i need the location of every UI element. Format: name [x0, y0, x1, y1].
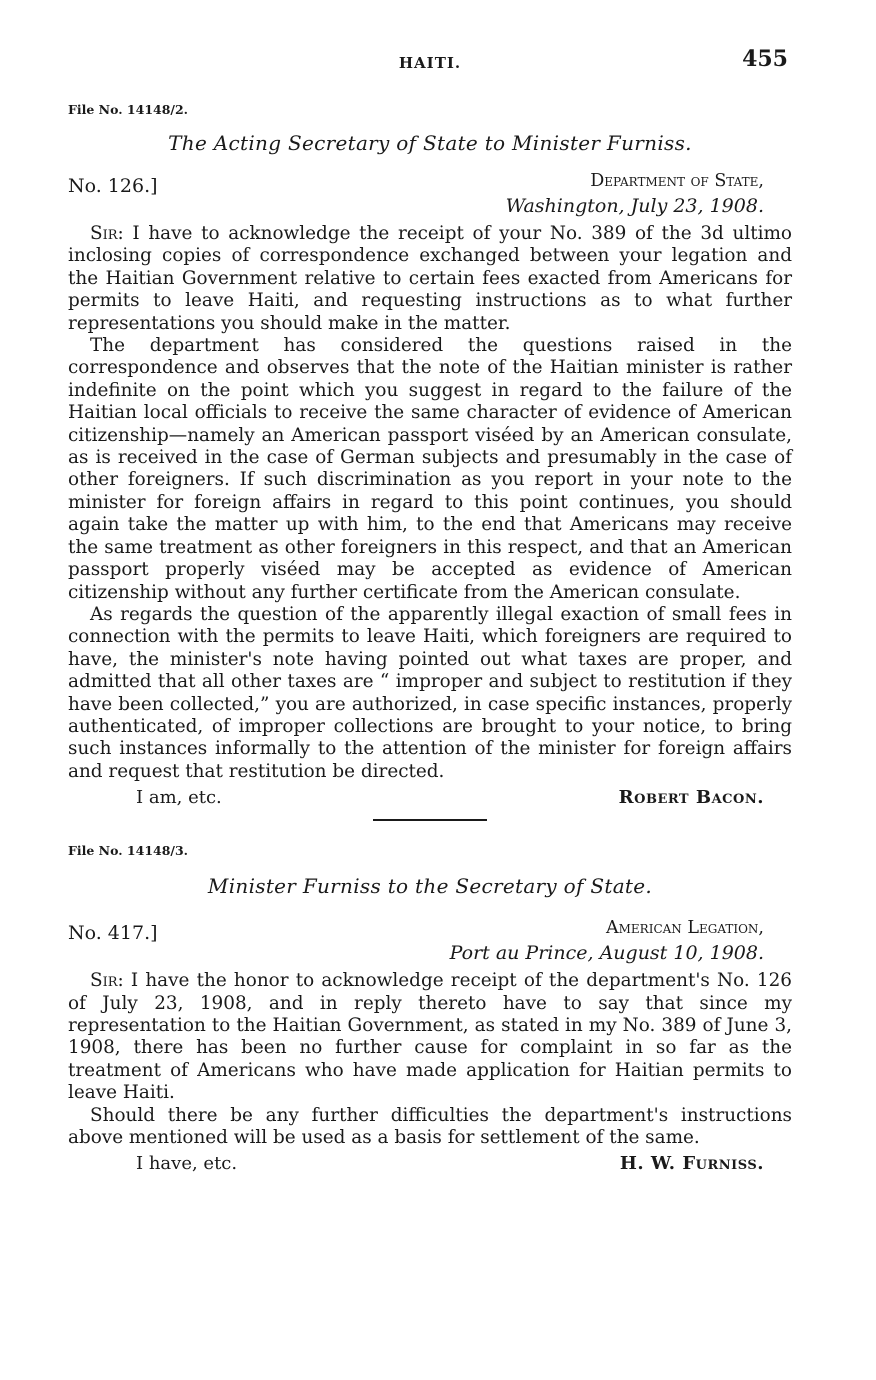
closing-line: [68, 1149, 792, 1175]
paragraph-text: I have the honor to acknowledge receipt of the department's No. 126 of July 23, 1908, and in reply thereto have to say that since my representation to the Haitian Government, as stated in my No. 389 of June 3, 1908, there has been no further cause for complaint in so far as the treatment of Americans who have made application for Haitian permits to leave Haiti.: [68, 970, 792, 1104]
paragraph-text: As regards the question of the apparently illegal exaction of small fees in connection with the permits to leave Haiti, which foreigners are required to have, the minister's note having pointed out what taxes are proper, and admitted that all other taxes are “ improper and subject to restitution if they have been collected,” you are authorized, in case specific instances, properly authenticated, of improper collections are brought to your notice, to bring such instances informally to the attention of the minister for foreign affairs and request that restitution be directed.: [68, 603, 792, 782]
paragraph: [68, 1105, 792, 1150]
document-page: [68, 40, 792, 1175]
document-number: No. 417.]: [68, 922, 158, 945]
salutation: Sir:: [90, 223, 124, 244]
paragraph: [68, 223, 792, 335]
place-and-date: Port au Prince, August 10, 1908.: [449, 942, 764, 965]
section-divider: [373, 819, 487, 821]
letter-section-2: [68, 843, 792, 1175]
paragraph-text: Should there be any further difficulties the department's instructions above mentioned will be used as a basis for settlement of the same.: [68, 1104, 792, 1148]
complimentary-close: I have, etc.: [136, 1153, 238, 1175]
sender-office: American Legation,: [606, 918, 764, 939]
complimentary-close: I am, etc.: [136, 787, 222, 809]
running-head: [68, 40, 792, 80]
salutation: Sir:: [90, 970, 124, 992]
file-number: File No. 14148/2.: [68, 102, 189, 117]
sender-office: Department of State,: [590, 171, 764, 191]
document-number: No. 126.]: [68, 175, 158, 197]
signature: Robert Bacon.: [618, 787, 764, 809]
running-title: HAITI.: [398, 54, 462, 72]
paragraph: [68, 604, 792, 783]
address-block: [68, 918, 792, 970]
paragraph: [68, 335, 792, 604]
paragraph: [68, 970, 792, 1104]
place-and-date: Washington, July 23, 1908.: [505, 195, 764, 217]
file-number: File No. 14148/3.: [68, 843, 189, 859]
paragraph-text: The department has considered the questions raised in the correspondence and observes that the note of the Haitian minister is rather indefinite on the point which you suggest in regard to the failure of the Haitian local officials to receive the same character of evidence of American citizenship—namely an American passport viséed by an American consulate, as is received in the case of German subjects and presumably in the case of other foreigners. If such discrimination as you report in your note to the minister for foreign affairs in regard to this point continues, you should again take the matter up with him, to the end that Americans may receive the same treatment as other foreigners in this respect, and that an American passport properly viséed may be accepted as evidence of American citizenship without any further certificate from the American consulate.: [68, 335, 792, 603]
page-number: 455: [742, 46, 788, 72]
letter-heading: Minister Furniss to the Secretary of State.: [207, 874, 653, 899]
letter-heading: The Acting Secretary of State to Minister Furniss.: [168, 131, 692, 155]
address-block: [68, 171, 792, 223]
paragraph-text: I have to acknowledge the receipt of your No. 389 of the 3d ultimo inclosing copies of correspondence exchanged between your legation and the Haitian Government relative to certain fees exacted from Americans for permits to leave Haiti, and requesting instructions as to what further representations you should make in the matter.: [68, 223, 792, 334]
closing-line: [68, 783, 792, 809]
signature: H. W. Furniss.: [619, 1153, 764, 1175]
letter-section-1: [68, 102, 792, 809]
